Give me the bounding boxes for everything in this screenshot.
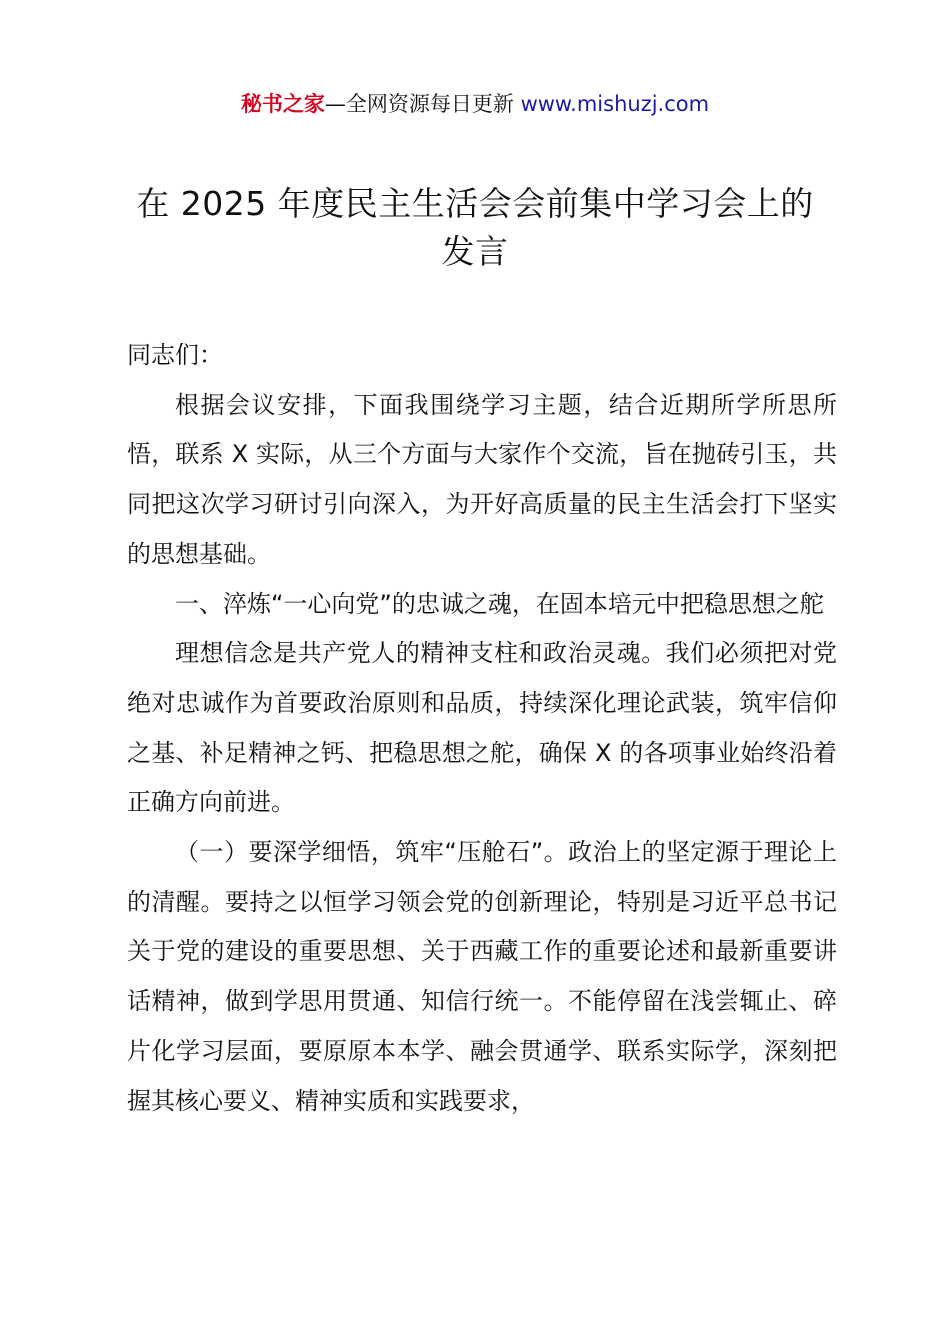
- section-heading-1: 一、淬炼“一心向党”的忠诚之魂，在固本培元中把稳思想之舵: [175, 589, 824, 618]
- paragraph-intro: 根据会议安排，下面我围绕学习主题，结合近期所学所思所悟，联系 X 实际，从三个方面与大家作个交流，旨在抛砖引玉，共同把这次学习研讨引向深入，为开好高质量的民主生活会打下坚实的思想基础。: [127, 390, 837, 568]
- salutation: 同志们：: [127, 341, 223, 369]
- paragraph-section-1: 理想信念是共产党人的精神支柱和政治灵魂。我们必须把对党绝对忠诚作为首要政治原则和品质，持续深化理论武装，筑牢信仰之基、补足精神之钙、把稳思想之舵，确保 X 的各项事业始终沿着正确方向前进。: [127, 639, 837, 817]
- site-url-link[interactable]: www.mishuzj.com: [520, 92, 710, 116]
- site-header-banner: [0, 88, 950, 120]
- document-title: 在 2025 年度民主生活会会前集中学习会上的发言: [136, 184, 814, 271]
- subsection-1-paragraph: （一）要深学细悟，筑牢“压舱石”。政治上的坚定源于理论上的清醒。要持之以恒学习领会党的创新理论，特别是习近平总书记关于党的建设的重要思想、关于西藏工作的重要论述和最新重要讲话精神，做到学思用贯通、知信行统一。不能停留在浅尝辄止、碎片化学习层面，要原原本本学、融会贯通学、联系实际学，深刻把握其核心要义、精神实质和实践要求，: [127, 838, 837, 1115]
- brand-name: 秘书之家: [240, 92, 325, 116]
- document-body: [127, 331, 837, 1126]
- header-tagline: —全网资源每日更新: [324, 92, 514, 116]
